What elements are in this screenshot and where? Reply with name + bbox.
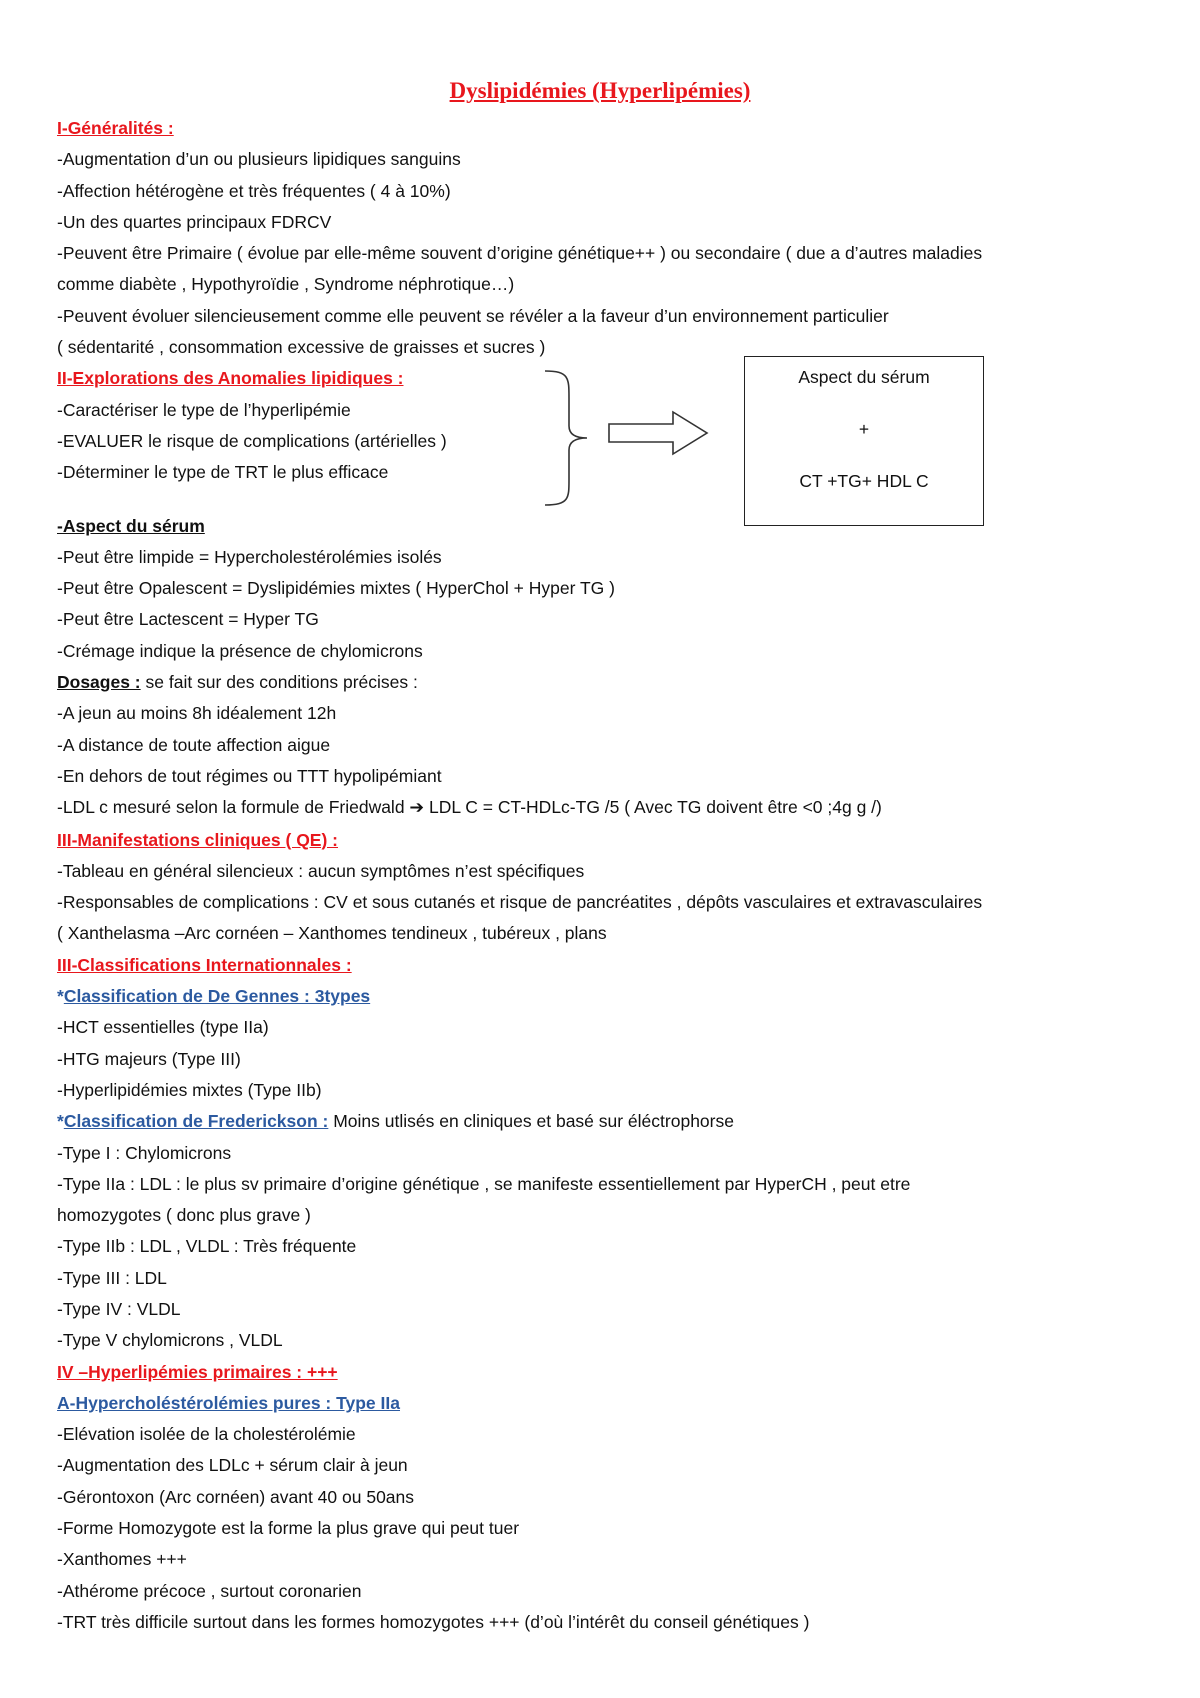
text-line: ( sédentarité , consommation excessive de graisses et sucres )	[57, 337, 546, 358]
text-line: -A jeun au moins 8h idéalement 12h	[57, 703, 337, 724]
document-title: Dyslipidémies (Hyperlipémies)	[449, 78, 751, 103]
text-line: -Peut être limpide = Hypercholestérolémies isolés	[57, 546, 442, 567]
text-line: -Crémage indique la présence de chylomicrons	[57, 640, 423, 661]
text-line: -Forme Homozygote est la forme la plus grave qui peut tuer	[57, 1518, 520, 1539]
subheading-type-iia: A-Hypercholéstérolémies pures : Type IIa	[57, 1392, 400, 1413]
frederickson-heading: Classification de Frederickson :	[63, 1111, 329, 1132]
document-body	[57, 113, 1147, 1638]
serum-box-line-3: CT +TG+ HDL C	[799, 471, 929, 491]
curly-brace-icon	[543, 368, 593, 508]
friedwald-text-b: LDL C = CT-HDLc-TG /5 ( Avec TG doivent être <0 ;4g g /)	[424, 797, 882, 818]
degennes-star: *	[57, 986, 64, 1007]
section-heading-explorations: II-Explorations des Anomalies lipidiques :	[57, 368, 404, 389]
text-line: -Type V chylomicrons , VLDL	[57, 1330, 283, 1351]
degennes-heading-line	[57, 981, 1147, 1012]
text-line: -Tableau en général silencieux : aucun symptômes n’est spécifiques	[57, 860, 585, 881]
text-line: -Peut être Opalescent = Dyslipidémies mixtes ( HyperChol + Hyper TG )	[57, 578, 615, 599]
section-heading-manifestations: III-Manifestations cliniques ( QE) :	[57, 829, 338, 850]
text-line: comme diabète , Hypothyroïdie , Syndrome néphrotique…)	[57, 274, 515, 295]
text-line: -Caractériser le type de l’hyperlipémie	[57, 399, 351, 420]
text-line: -Affection hétérogène et très fréquentes ( 4 à 10%)	[57, 180, 451, 201]
text-line: -Xanthomes +++	[57, 1549, 187, 1570]
text-line: -TRT très difficile surtout dans les formes homozygotes +++ (d’où l’intérêt du conseil génétiques )	[57, 1611, 810, 1632]
serum-box-line-1: Aspect du sérum	[798, 367, 930, 387]
section-heading-generalites: I-Généralités :	[57, 118, 174, 138]
text-line: ( Xanthelasma –Arc cornéen – Xanthomes tendineux , tubéreux , plans	[57, 923, 607, 944]
section-heading-primaires: IV –Hyperlipémies primaires : +++	[57, 1361, 338, 1382]
text-line: -HTG majeurs (Type III)	[57, 1048, 241, 1069]
degennes-heading: Classification de De Gennes : 3types	[63, 986, 371, 1007]
serum-box	[744, 356, 984, 526]
text-line: -Type IV : VLDL	[57, 1298, 181, 1319]
text-line: -Augmentation des LDLc + sérum clair à jeun	[57, 1455, 408, 1476]
text-line: -Peut être Lactescent = Hyper TG	[57, 609, 319, 630]
aspect-heading: -Aspect du sérum	[57, 515, 205, 536]
text-line: -Déterminer le type de TRT le plus efficace	[57, 462, 389, 483]
text-line: homozygotes ( donc plus grave )	[57, 1205, 311, 1226]
text-line: -EVALUER le risque de complications (artérielles )	[57, 430, 447, 451]
text-line: -Gérontoxon (Arc cornéen) avant 40 ou 50ans	[57, 1486, 415, 1507]
text-line: -Responsables de complications : CV et sous cutanés et risque de pancréatites , dépôts vasculaires et extravasculaires	[57, 892, 983, 913]
serum-box-plus: +	[858, 419, 870, 439]
text-line: -Peuvent être Primaire ( évolue par elle-même souvent d’origine génétique++ ) ou secondaire ( due a d’autres maladies	[57, 243, 983, 264]
dosages-line	[57, 667, 1147, 698]
frederickson-star: *	[57, 1111, 64, 1132]
text-line: -Elévation isolée de la cholestérolémie	[57, 1424, 356, 1445]
text-line: -Type IIb : LDL , VLDL : Très fréquente	[57, 1236, 357, 1257]
dosages-text: se fait sur des conditions précises :	[140, 672, 418, 693]
friedwald-text-a: -LDL c mesuré selon la formule de Friedwald	[57, 797, 410, 818]
text-line: -Athérome précoce , surtout coronarien	[57, 1580, 362, 1601]
dosages-label: Dosages :	[57, 672, 141, 693]
text-line: -Augmentation d’un ou plusieurs lipidiques sanguins	[57, 149, 461, 170]
text-line: -Type I : Chylomicrons	[57, 1142, 232, 1163]
right-arrow-icon: ➔	[409, 798, 425, 819]
text-line: -Type IIa : LDL : le plus sv primaire d’origine génétique , se manifeste essentiellement par HyperCH , peut etre	[57, 1173, 911, 1194]
section-heading-classifications: III-Classifications Internationnales :	[57, 954, 352, 975]
text-line: -A distance de toute affection aigue	[57, 734, 331, 755]
frederickson-text: Moins utlisés en cliniques et basé sur éléctrophorse	[328, 1111, 734, 1132]
text-line: -Un des quartes principaux FDRCV	[57, 211, 332, 232]
friedwald-line	[57, 792, 1147, 824]
text-line: -En dehors de tout régimes ou TTT hypolipémiant	[57, 765, 442, 786]
subheading-line	[57, 1388, 1147, 1419]
text-line: -Type III : LDL	[57, 1267, 167, 1288]
frederickson-heading-line	[57, 1106, 1147, 1137]
text-line: -HCT essentielles (type IIa)	[57, 1017, 269, 1038]
text-line: -Peuvent évoluer silencieusement comme elle peuvent se révéler a la faveur d’un environnement particulier	[57, 305, 889, 326]
right-block-arrow-icon	[607, 409, 711, 457]
text-line: -Hyperlipidémies mixtes (Type IIb)	[57, 1079, 322, 1100]
